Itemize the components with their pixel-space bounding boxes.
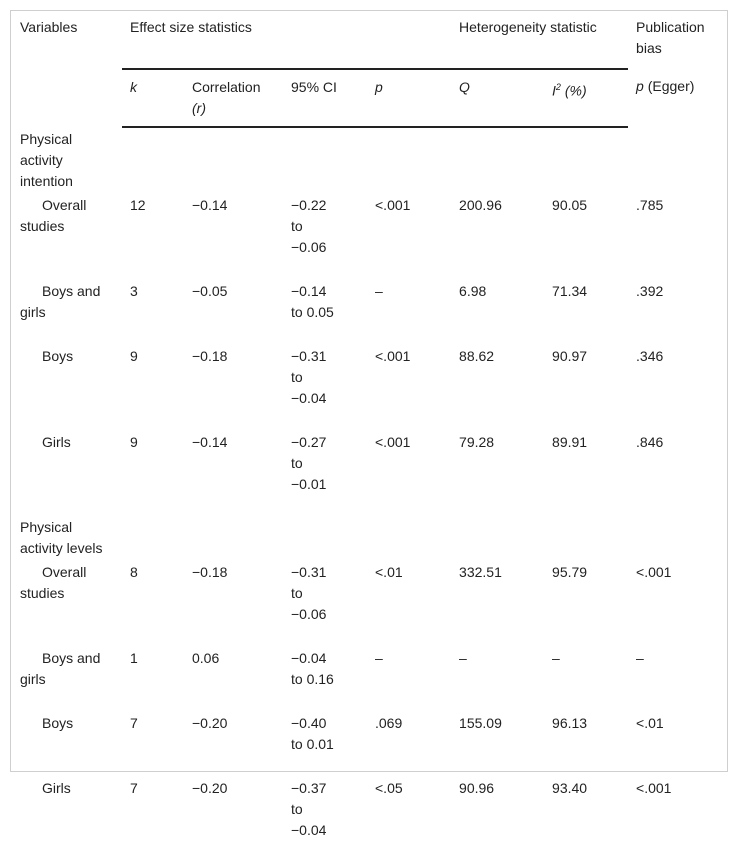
- cell-ci: −0.40 to 0.01: [291, 715, 334, 752]
- cell-k: 12: [130, 197, 146, 213]
- empty-cell: [451, 127, 544, 192]
- header-empty: [12, 69, 122, 127]
- header-q: Q: [451, 69, 544, 127]
- table-row: [12, 192, 728, 278]
- cell-ci: −0.14 to 0.05: [291, 283, 334, 320]
- cell-i2: 96.13: [552, 715, 588, 731]
- cell-ci: −0.04 to 0.16: [291, 650, 334, 687]
- cell-i2: 90.97: [552, 348, 588, 364]
- header-i2-letter: I: [552, 82, 556, 99]
- cell-egger: .846: [636, 434, 664, 450]
- cell-variable: Boys and girls: [20, 650, 101, 687]
- cell-p: <.001: [375, 197, 411, 213]
- empty-cell: [628, 127, 728, 192]
- header-ci: 95% CI: [283, 69, 367, 127]
- empty-cell: [122, 515, 184, 559]
- cell-egger: <.01: [636, 715, 664, 731]
- section-row: [12, 127, 728, 192]
- table-row: [12, 645, 728, 710]
- header-i2-sup: 2: [555, 82, 561, 92]
- cell-k: 3: [130, 283, 138, 299]
- cell-correlation: 0.06: [192, 650, 220, 666]
- cell-q: 332.51: [459, 564, 502, 580]
- cell-q: 79.28: [459, 434, 495, 450]
- cell-variable: Boys and girls: [20, 283, 101, 320]
- meta-analysis-table: [12, 12, 728, 861]
- cell-ci: −0.31 to −0.06: [291, 564, 327, 622]
- cell-egger: .785: [636, 197, 664, 213]
- cell-ci: −0.22 to −0.06: [291, 197, 327, 255]
- cell-i2: 89.91: [552, 434, 588, 450]
- empty-cell: [122, 127, 184, 192]
- header-egger-label: (Egger): [643, 78, 695, 94]
- table-header: [12, 12, 728, 127]
- table-row: [12, 278, 728, 343]
- empty-cell: [544, 127, 628, 192]
- cell-k: 8: [130, 564, 138, 580]
- cell-q: 155.09: [459, 715, 502, 731]
- empty-cell: [283, 515, 367, 559]
- table-row: [12, 775, 728, 861]
- empty-cell: [451, 515, 544, 559]
- header-egger: [628, 69, 728, 127]
- cell-variable: Girls: [42, 780, 71, 796]
- cell-correlation: −0.14: [192, 434, 228, 450]
- header-heterogeneity: Heterogeneity statistic: [451, 12, 628, 69]
- cell-correlation: −0.14: [192, 197, 228, 213]
- cell-correlation: −0.20: [192, 780, 228, 796]
- cell-i2: 93.40: [552, 780, 588, 796]
- header-i2-unit: (%): [560, 82, 587, 99]
- header-correlation-symbol: (r): [192, 100, 206, 116]
- cell-i2: 71.34: [552, 283, 588, 299]
- empty-cell: [628, 515, 728, 559]
- table-body: [12, 127, 728, 861]
- cell-q: –: [459, 650, 467, 666]
- cell-variable: Overall studies: [20, 564, 87, 601]
- cell-correlation: −0.05: [192, 283, 228, 299]
- header-correlation: [184, 69, 283, 127]
- header-effect-size: Effect size statistics: [122, 12, 451, 69]
- cell-i2: 90.05: [552, 197, 588, 213]
- header-egger-p: p: [636, 78, 644, 94]
- section-title: Physical activity intention: [20, 131, 73, 189]
- cell-ci: −0.37 to −0.04: [291, 780, 327, 838]
- cell-correlation: −0.20: [192, 715, 228, 731]
- header-variables: Variables: [20, 19, 78, 35]
- empty-cell: [184, 127, 283, 192]
- header-i2: [544, 69, 628, 127]
- section-title: Physical activity levels: [20, 519, 103, 556]
- empty-cell: [184, 515, 283, 559]
- cell-k: 9: [130, 434, 138, 450]
- cell-q: 90.96: [459, 780, 495, 796]
- cell-q: 88.62: [459, 348, 495, 364]
- cell-variable: Overall studies: [20, 197, 87, 234]
- cell-ci: −0.31 to −0.04: [291, 348, 327, 406]
- table-row: [12, 429, 728, 515]
- cell-egger: .346: [636, 348, 664, 364]
- cell-k: 7: [130, 715, 138, 731]
- cell-p: <.01: [375, 564, 403, 580]
- header-correlation-label: Correlation: [192, 79, 261, 95]
- cell-variable: Boys: [42, 715, 74, 731]
- cell-ci: −0.27 to −0.01: [291, 434, 327, 492]
- header-k: k: [122, 69, 184, 127]
- cell-egger: –: [636, 650, 644, 666]
- table-row: [12, 343, 728, 429]
- table-row: [12, 710, 728, 775]
- cell-p: <.05: [375, 780, 403, 796]
- cell-p: –: [375, 650, 383, 666]
- cell-q: 6.98: [459, 283, 487, 299]
- section-row: [12, 515, 728, 559]
- empty-cell: [283, 127, 367, 192]
- table-row: [12, 559, 728, 645]
- cell-p: <.001: [375, 348, 411, 364]
- cell-i2: 95.79: [552, 564, 588, 580]
- empty-cell: [367, 515, 451, 559]
- cell-p: –: [375, 283, 383, 299]
- cell-variable: Boys: [42, 348, 74, 364]
- header-publication-bias: Publication bias: [636, 19, 705, 56]
- cell-egger: <.001: [636, 564, 672, 580]
- header-p: p: [367, 69, 451, 127]
- empty-cell: [367, 127, 451, 192]
- cell-i2: –: [552, 650, 560, 666]
- cell-k: 7: [130, 780, 138, 796]
- cell-variable: Girls: [42, 434, 71, 450]
- cell-egger: <.001: [636, 780, 672, 796]
- empty-cell: [544, 515, 628, 559]
- cell-q: 200.96: [459, 197, 502, 213]
- cell-p: .069: [375, 715, 403, 731]
- cell-correlation: −0.18: [192, 564, 228, 580]
- cell-correlation: −0.18: [192, 348, 228, 364]
- cell-k: 1: [130, 650, 138, 666]
- cell-k: 9: [130, 348, 138, 364]
- cell-egger: .392: [636, 283, 664, 299]
- cell-p: <.001: [375, 434, 411, 450]
